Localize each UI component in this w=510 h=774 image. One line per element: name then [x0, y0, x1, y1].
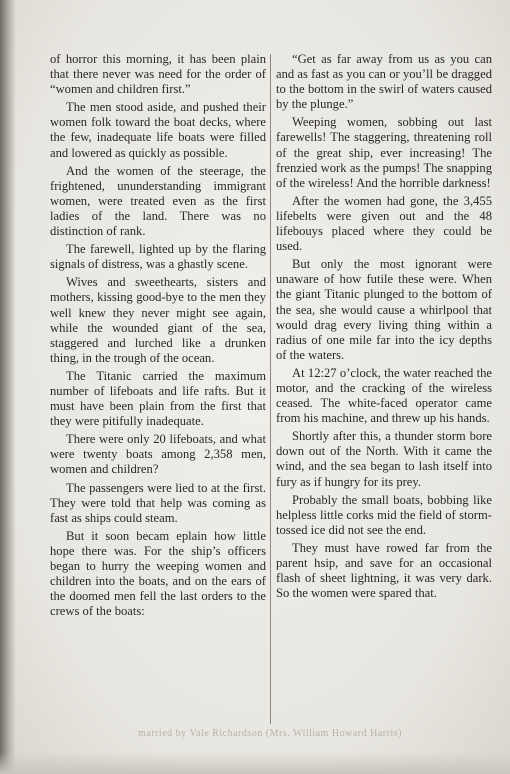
paragraph: The Titanic carried the maximum number of lifeboats and life rafts. But it must have been plain from the first that they were pitifully inadequate. — [50, 368, 266, 429]
paragraph: And the women of the steerage, the frightened, ununderstanding immigrant women, were treated even as the first ladies of the land. There was no distinction of rank. — [50, 163, 266, 239]
page-bottom-edge — [0, 752, 510, 774]
paragraph: “Get as far away from us as you can and as fast as you can or you’ll be dragged to the bottom in the swirl of waters caused by the plunge.” — [276, 52, 492, 112]
paragraph: of horror this morning, it has been plain that there never was need for the order of “women and children first.” — [50, 52, 266, 97]
paragraph: The passengers were lied to at the first. They were told that help was coming as fast as ships could steam. — [50, 480, 266, 525]
paragraph: Shortly after this, a thunder storm bore down out of the North. With it came the wind, and the sea began to lash itself into fury as if hungry for its prey. — [276, 429, 492, 489]
paragraph: At 12:27 o’clock, the water reached the motor, and the cracking of the wireless ceased. The white-faced operator came from his machine, and threw up his hands. — [276, 365, 492, 426]
paragraph: But only the most ignorant were unaware of how futile these were. When the giant Titanic plunged to the bottom of the sea, she would cause a whirlpool that would drag every living thing within a radius of one mile far into the icy depths of the waters. — [276, 257, 492, 362]
right-text-column — [276, 52, 492, 604]
paragraph: Weeping women, sobbing out last farewells! The staggering, threatening roll of the great ship, ever increasing! The frenzied work as the pumps! The snapping of the wireless! And the horrible darkness! — [276, 115, 492, 190]
paragraph: There were only 20 lifeboats, and what were twenty boats among 2,358 men, women and children? — [50, 432, 266, 477]
paragraph: The men stood aside, and pushed their women folk toward the boat decks, where the few, inadequate life boats were filled and lowered as quickly as possible. — [50, 100, 266, 160]
paragraph: After the women had gone, the 3,455 lifebelts were given out and the 48 lifebouys placed where they could be used. — [276, 193, 492, 254]
paragraph: Wives and sweethearts, sisters and mothers, kissing good-bye to the men they well knew they never might see again, while the wounded giant of the sea, staggered and lurched like a drunken thing, in the trough of the ocean. — [50, 275, 266, 365]
paragraph: But it soon becam eplain how little hope there was. For the ship’s officers began to hurry the weeping women and children into the boats, and on the ears of the doomed men fell the last orders to the crews of the boats: — [50, 528, 266, 619]
page-binding-shadow — [0, 0, 16, 774]
column-divider — [270, 54, 271, 724]
paragraph: They must have rowed far from the parent hsip, and save for an occasional flash of sheet lightning, it was very dark. So the women were spared that. — [276, 540, 492, 601]
faded-footer-text: married by Vale Richardson (Mrs. William Howard Harris) — [138, 728, 402, 739]
paragraph: The farewell, lighted up by the flaring signals of distress, was a ghastly scene. — [50, 242, 266, 272]
paragraph: Probably the small boats, bobbing like helpless little corks mid the field of storm-tossed ice did not see the end. — [276, 492, 492, 537]
left-text-column — [50, 52, 266, 622]
